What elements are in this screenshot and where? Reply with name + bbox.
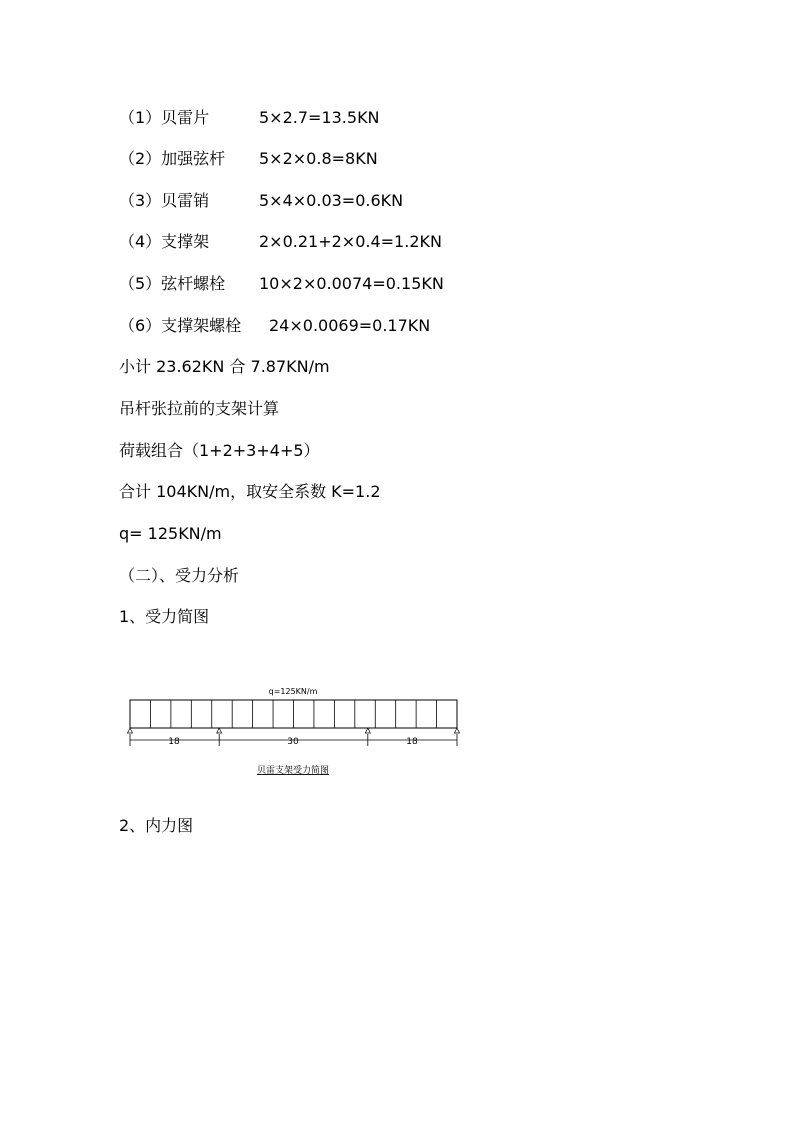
item-formula-2: 5×2×0.8=8KN	[259, 149, 378, 168]
q-value: q= 125KN/m	[119, 524, 222, 543]
span-label-1: 18	[168, 737, 180, 747]
calc-heading: 吊杆张拉前的支架计算	[119, 399, 280, 418]
load-ticks	[150, 700, 436, 728]
item-label-6: （6）支撑架螺栓	[119, 316, 242, 335]
item-label-2: （2）加强弦杆	[119, 149, 226, 168]
support-icon	[217, 728, 222, 733]
item-label-4: （4）支撑架	[119, 232, 210, 251]
item-formula-6: 24×0.0069=0.17KN	[269, 316, 431, 335]
supports	[128, 728, 460, 733]
load-label: q=125KN/m	[268, 687, 318, 696]
diagram-caption: 贝雷支架受力简图	[256, 766, 330, 776]
item-formula-5: 10×2×0.0074=0.15KN	[259, 274, 444, 293]
span-label-3: 18	[406, 737, 418, 747]
subsection-2-title: 2、内力图	[119, 816, 194, 835]
item-formula-3: 5×4×0.03=0.6KN	[259, 191, 404, 210]
load-combination: 荷载组合（1+2+3+4+5）	[119, 441, 320, 460]
force-diagram	[118, 680, 468, 780]
item-formula-4: 2×0.21+2×0.4=1.2KN	[259, 232, 442, 251]
subsection-1-title: 1、受力简图	[119, 607, 210, 626]
span-label-2: 30	[287, 737, 299, 747]
support-icon	[365, 728, 370, 733]
support-icon	[128, 728, 133, 733]
item-formula-1: 5×2.7=13.5KN	[259, 108, 380, 127]
item-label-3: （3）贝雷销	[119, 191, 210, 210]
total-text: 合计 104KN/m，取安全系数 K=1.2	[119, 482, 381, 501]
support-icon	[455, 728, 460, 733]
item-label-5: （5）弦杆螺栓	[119, 274, 226, 293]
section-title: （二）、受力分析	[119, 566, 240, 585]
item-label-1: （1）贝雷片	[119, 108, 210, 127]
subtotal-text: 小计 23.62KN 合 7.87KN/m	[119, 357, 330, 376]
